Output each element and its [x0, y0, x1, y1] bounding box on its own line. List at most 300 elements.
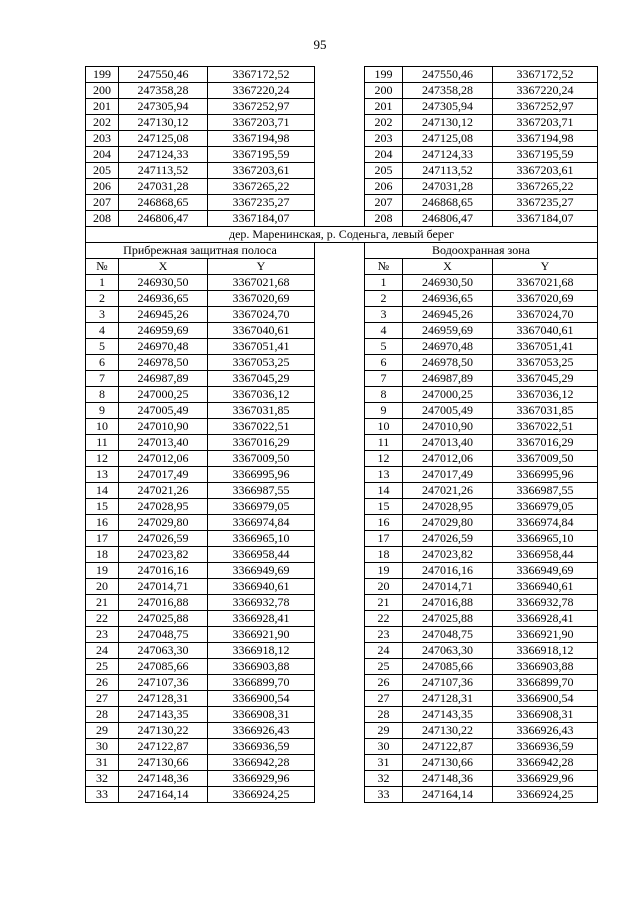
point-number: 201	[86, 99, 119, 115]
point-number: 25	[365, 659, 403, 675]
y-coordinate: 3367022,51	[208, 419, 315, 435]
y-coordinate: 3366974,84	[208, 515, 315, 531]
table-row	[86, 675, 598, 691]
y-coordinate: 3367252,97	[493, 99, 598, 115]
table-row	[86, 643, 598, 659]
point-number: 208	[365, 211, 403, 227]
y-coordinate: 3367252,97	[208, 99, 315, 115]
table-row	[86, 467, 598, 483]
point-number: 204	[365, 147, 403, 163]
y-coordinate: 3367031,85	[493, 403, 598, 419]
point-number: 30	[86, 739, 119, 755]
x-coordinate: 246978,50	[119, 355, 208, 371]
x-coordinate: 247085,66	[403, 659, 493, 675]
y-coordinate: 3367024,70	[208, 307, 315, 323]
y-coordinate: 3366908,31	[493, 707, 598, 723]
y-coordinate: 3366928,41	[208, 611, 315, 627]
x-coordinate: 247130,12	[403, 115, 493, 131]
point-number: 15	[365, 499, 403, 515]
point-number: 22	[86, 611, 119, 627]
point-number: 10	[365, 419, 403, 435]
column-gap	[315, 67, 365, 83]
column-gap	[315, 755, 365, 771]
y-coordinate: 3367194,98	[208, 131, 315, 147]
x-coordinate: 247130,22	[403, 723, 493, 739]
x-coordinate: 247016,88	[119, 595, 208, 611]
point-number: 29	[86, 723, 119, 739]
column-gap	[315, 483, 365, 499]
table-row	[86, 707, 598, 723]
x-coordinate: 246936,65	[403, 291, 493, 307]
table-row	[86, 595, 598, 611]
y-coordinate: 3367040,61	[493, 323, 598, 339]
x-coordinate: 247125,08	[403, 131, 493, 147]
table-row	[86, 739, 598, 755]
y-coordinate: 3367184,07	[208, 211, 315, 227]
y-coordinate: 3366918,12	[208, 643, 315, 659]
point-number: 19	[365, 563, 403, 579]
point-number: 8	[86, 387, 119, 403]
point-number: 3	[365, 307, 403, 323]
point-number: 30	[365, 739, 403, 755]
point-number: 6	[365, 355, 403, 371]
y-coordinate: 3367265,22	[208, 179, 315, 195]
x-coordinate: 247031,28	[403, 179, 493, 195]
y-coordinate: 3366949,69	[493, 563, 598, 579]
column-gap	[315, 467, 365, 483]
point-number: 33	[365, 787, 403, 803]
x-coordinate: 246930,50	[119, 275, 208, 291]
x-coordinate: 247012,06	[403, 451, 493, 467]
y-coordinate: 3367195,59	[493, 147, 598, 163]
y-coordinate: 3366924,25	[208, 787, 315, 803]
column-gap	[315, 259, 365, 275]
table-row	[86, 723, 598, 739]
table-row	[86, 451, 598, 467]
point-number: 11	[86, 435, 119, 451]
table-row	[86, 499, 598, 515]
x-coordinate: 247063,30	[119, 643, 208, 659]
x-coordinate: 246970,48	[119, 339, 208, 355]
point-number: 9	[365, 403, 403, 419]
x-coordinate: 247010,90	[119, 419, 208, 435]
x-coordinate: 247128,31	[119, 691, 208, 707]
x-coordinate: 247148,36	[403, 771, 493, 787]
y-coordinate: 3366987,55	[493, 483, 598, 499]
column-gap	[315, 771, 365, 787]
y-coordinate: 3367195,59	[208, 147, 315, 163]
x-coordinate: 246868,65	[119, 195, 208, 211]
x-coordinate: 247143,35	[403, 707, 493, 723]
header-row	[86, 259, 598, 275]
point-number: 16	[365, 515, 403, 531]
x-coordinate: 247023,82	[119, 547, 208, 563]
table-row	[86, 387, 598, 403]
x-coordinate: 247125,08	[119, 131, 208, 147]
column-gap	[315, 531, 365, 547]
top-rows	[86, 67, 598, 227]
table-row	[86, 403, 598, 419]
x-coordinate: 247143,35	[119, 707, 208, 723]
y-coordinate: 3366965,10	[208, 531, 315, 547]
x-coordinate: 247026,59	[403, 531, 493, 547]
x-coordinate: 246987,89	[119, 371, 208, 387]
column-gap	[315, 499, 365, 515]
y-coordinate: 3367053,25	[208, 355, 315, 371]
table-row	[86, 787, 598, 803]
x-coordinate: 247550,46	[403, 67, 493, 83]
point-number: 32	[365, 771, 403, 787]
point-number: 2	[365, 291, 403, 307]
table-row	[86, 419, 598, 435]
point-number: 33	[86, 787, 119, 803]
y-coordinate: 3367265,22	[493, 179, 598, 195]
point-number: 7	[86, 371, 119, 387]
point-number: 27	[365, 691, 403, 707]
point-number: 201	[365, 99, 403, 115]
y-coordinate: 3366929,96	[493, 771, 598, 787]
point-number: 11	[365, 435, 403, 451]
point-number: 24	[365, 643, 403, 659]
y-coordinate: 3366940,61	[493, 579, 598, 595]
point-number: 207	[86, 195, 119, 211]
column-gap	[315, 675, 365, 691]
x-coordinate: 247085,66	[119, 659, 208, 675]
y-coordinate: 3366903,88	[493, 659, 598, 675]
x-coordinate: 247028,95	[403, 499, 493, 515]
y-coordinate: 3367020,69	[493, 291, 598, 307]
point-number: 14	[365, 483, 403, 499]
point-number: 21	[365, 595, 403, 611]
x-coordinate: 246970,48	[403, 339, 493, 355]
x-coordinate: 247029,80	[119, 515, 208, 531]
y-coordinate: 3367045,29	[208, 371, 315, 387]
table-row	[86, 611, 598, 627]
point-number: 203	[365, 131, 403, 147]
x-coordinate: 247128,31	[403, 691, 493, 707]
x-coordinate: 247000,25	[119, 387, 208, 403]
x-coordinate: 246959,69	[119, 323, 208, 339]
point-number: 200	[86, 83, 119, 99]
x-coordinate: 246868,65	[403, 195, 493, 211]
column-gap	[315, 179, 365, 195]
table-row	[86, 67, 598, 83]
y-coordinate: 3366899,70	[208, 675, 315, 691]
table-row	[86, 355, 598, 371]
point-number: 16	[86, 515, 119, 531]
table-row	[86, 483, 598, 499]
point-number: 1	[86, 275, 119, 291]
table-row	[86, 131, 598, 147]
column-gap	[315, 83, 365, 99]
y-coordinate: 3367203,61	[208, 163, 315, 179]
point-number: 23	[365, 627, 403, 643]
column-gap	[315, 323, 365, 339]
table-row	[86, 307, 598, 323]
table-row	[86, 579, 598, 595]
y-coordinate: 3366979,05	[208, 499, 315, 515]
y-coordinate: 3366926,43	[493, 723, 598, 739]
column-gap	[315, 355, 365, 371]
column-gap	[315, 691, 365, 707]
column-gap	[315, 147, 365, 163]
x-coordinate: 247048,75	[403, 627, 493, 643]
table-row	[86, 771, 598, 787]
table-row	[86, 515, 598, 531]
point-number: 4	[86, 323, 119, 339]
point-number: 31	[86, 755, 119, 771]
x-coordinate: 247107,36	[119, 675, 208, 691]
point-number: 22	[365, 611, 403, 627]
x-coordinate: 247026,59	[119, 531, 208, 547]
point-number: 202	[86, 115, 119, 131]
x-coordinate: 247305,94	[403, 99, 493, 115]
x-coordinate: 246945,26	[403, 307, 493, 323]
table-row	[86, 275, 598, 291]
table-row	[86, 339, 598, 355]
coordinates-table	[85, 66, 598, 803]
x-coordinate: 246945,26	[119, 307, 208, 323]
header-x: X	[119, 259, 208, 275]
x-coordinate: 247012,06	[119, 451, 208, 467]
point-number: 5	[365, 339, 403, 355]
y-coordinate: 3366958,44	[493, 547, 598, 563]
x-coordinate: 247124,33	[119, 147, 208, 163]
table-row	[86, 147, 598, 163]
table-row	[86, 435, 598, 451]
x-coordinate: 247005,49	[403, 403, 493, 419]
point-number: 10	[86, 419, 119, 435]
column-gap	[315, 627, 365, 643]
y-coordinate: 3366900,54	[493, 691, 598, 707]
point-number: 202	[365, 115, 403, 131]
point-number: 207	[365, 195, 403, 211]
x-coordinate: 246936,65	[119, 291, 208, 307]
header-x: X	[403, 259, 493, 275]
y-coordinate: 3367051,41	[493, 339, 598, 355]
x-coordinate: 247016,16	[119, 563, 208, 579]
point-number: 19	[86, 563, 119, 579]
point-number: 199	[86, 67, 119, 83]
y-coordinate: 3367203,71	[493, 115, 598, 131]
point-number: 206	[86, 179, 119, 195]
column-gap	[315, 99, 365, 115]
y-coordinate: 3367051,41	[208, 339, 315, 355]
y-coordinate: 3366965,10	[493, 531, 598, 547]
x-coordinate: 247021,26	[403, 483, 493, 499]
table-row	[86, 211, 598, 227]
column-gap	[315, 339, 365, 355]
y-coordinate: 3367021,68	[208, 275, 315, 291]
table-row	[86, 163, 598, 179]
column-gap	[315, 723, 365, 739]
y-coordinate: 3367022,51	[493, 419, 598, 435]
x-coordinate: 247017,49	[403, 467, 493, 483]
x-coordinate: 246959,69	[403, 323, 493, 339]
x-coordinate: 246978,50	[403, 355, 493, 371]
column-gap	[315, 595, 365, 611]
column-gap	[315, 243, 365, 259]
y-coordinate: 3367031,85	[208, 403, 315, 419]
left-caption: Прибрежная защитная полоса	[86, 243, 315, 259]
point-number: 205	[86, 163, 119, 179]
x-coordinate: 247017,49	[119, 467, 208, 483]
table-row	[86, 371, 598, 387]
x-coordinate: 246930,50	[403, 275, 493, 291]
point-number: 6	[86, 355, 119, 371]
y-coordinate: 3366921,90	[493, 627, 598, 643]
point-number: 21	[86, 595, 119, 611]
y-coordinate: 3367036,12	[493, 387, 598, 403]
point-number: 12	[365, 451, 403, 467]
x-coordinate: 247358,28	[403, 83, 493, 99]
point-number: 1	[365, 275, 403, 291]
point-number: 20	[365, 579, 403, 595]
table-row	[86, 83, 598, 99]
y-coordinate: 3367036,12	[208, 387, 315, 403]
point-number: 27	[86, 691, 119, 707]
page-number: 95	[313, 37, 327, 52]
x-coordinate: 247113,52	[119, 163, 208, 179]
y-coordinate: 3366921,90	[208, 627, 315, 643]
x-coordinate: 247016,16	[403, 563, 493, 579]
y-coordinate: 3366949,69	[208, 563, 315, 579]
x-coordinate: 247016,88	[403, 595, 493, 611]
table-row	[86, 547, 598, 563]
x-coordinate: 247130,66	[403, 755, 493, 771]
y-coordinate: 3366928,41	[493, 611, 598, 627]
x-coordinate: 247013,40	[403, 435, 493, 451]
point-number: 15	[86, 499, 119, 515]
column-gap	[315, 307, 365, 323]
x-coordinate: 247148,36	[119, 771, 208, 787]
caption-row	[86, 243, 598, 259]
x-coordinate: 247164,14	[403, 787, 493, 803]
table-row	[86, 195, 598, 211]
point-number: 5	[86, 339, 119, 355]
column-gap	[315, 211, 365, 227]
point-number: 25	[86, 659, 119, 675]
column-gap	[315, 291, 365, 307]
point-number: 9	[86, 403, 119, 419]
y-coordinate: 3367016,29	[208, 435, 315, 451]
y-coordinate: 3367020,69	[208, 291, 315, 307]
point-number: 204	[86, 147, 119, 163]
y-coordinate: 3366899,70	[493, 675, 598, 691]
section-title: дер. Маренинская, р. Соденьга, левый берег	[86, 227, 598, 243]
point-number: 8	[365, 387, 403, 403]
point-number: 208	[86, 211, 119, 227]
y-coordinate: 3366940,61	[208, 579, 315, 595]
column-gap	[315, 163, 365, 179]
point-number: 32	[86, 771, 119, 787]
y-coordinate: 3366908,31	[208, 707, 315, 723]
point-number: 200	[365, 83, 403, 99]
column-gap	[315, 643, 365, 659]
x-coordinate: 247358,28	[119, 83, 208, 99]
x-coordinate: 247130,22	[119, 723, 208, 739]
x-coordinate: 247113,52	[403, 163, 493, 179]
y-coordinate: 3366995,96	[493, 467, 598, 483]
y-coordinate: 3367184,07	[493, 211, 598, 227]
x-coordinate: 247023,82	[403, 547, 493, 563]
point-number: 4	[365, 323, 403, 339]
x-coordinate: 247124,33	[403, 147, 493, 163]
y-coordinate: 3366987,55	[208, 483, 315, 499]
table-row	[86, 291, 598, 307]
point-number: 26	[365, 675, 403, 691]
y-coordinate: 3367220,24	[208, 83, 315, 99]
table-row	[86, 179, 598, 195]
y-coordinate: 3367235,27	[208, 195, 315, 211]
x-coordinate: 246987,89	[403, 371, 493, 387]
x-coordinate: 247305,94	[119, 99, 208, 115]
x-coordinate: 247130,66	[119, 755, 208, 771]
column-gap	[315, 387, 365, 403]
column-gap	[315, 739, 365, 755]
x-coordinate: 247550,46	[119, 67, 208, 83]
column-gap	[315, 451, 365, 467]
table-row	[86, 115, 598, 131]
x-coordinate: 247025,88	[403, 611, 493, 627]
section-title-row	[86, 227, 598, 243]
point-number: 29	[365, 723, 403, 739]
y-coordinate: 3367203,71	[208, 115, 315, 131]
column-gap	[315, 787, 365, 803]
x-coordinate: 247130,12	[119, 115, 208, 131]
column-gap	[315, 611, 365, 627]
y-coordinate: 3366936,59	[208, 739, 315, 755]
column-gap	[315, 275, 365, 291]
x-coordinate: 247122,87	[119, 739, 208, 755]
point-number: 13	[86, 467, 119, 483]
y-coordinate: 3366900,54	[208, 691, 315, 707]
header-number: №	[365, 259, 403, 275]
table-row	[86, 531, 598, 547]
y-coordinate: 3366903,88	[208, 659, 315, 675]
y-coordinate: 3366995,96	[208, 467, 315, 483]
y-coordinate: 3367220,24	[493, 83, 598, 99]
point-number: 2	[86, 291, 119, 307]
y-coordinate: 3367040,61	[208, 323, 315, 339]
column-gap	[315, 707, 365, 723]
column-gap	[315, 131, 365, 147]
y-coordinate: 3366958,44	[208, 547, 315, 563]
y-coordinate: 3367009,50	[493, 451, 598, 467]
table-row	[86, 627, 598, 643]
x-coordinate: 247014,71	[119, 579, 208, 595]
y-coordinate: 3367053,25	[493, 355, 598, 371]
y-coordinate: 3367009,50	[208, 451, 315, 467]
x-coordinate: 247021,26	[119, 483, 208, 499]
column-gap	[315, 115, 365, 131]
right-caption: Водоохранная зона	[365, 243, 598, 259]
point-number: 24	[86, 643, 119, 659]
point-number: 18	[365, 547, 403, 563]
column-gap	[315, 403, 365, 419]
y-coordinate: 3366918,12	[493, 643, 598, 659]
column-gap	[315, 435, 365, 451]
x-coordinate: 247031,28	[119, 179, 208, 195]
y-coordinate: 3366979,05	[493, 499, 598, 515]
point-number: 199	[365, 67, 403, 83]
column-gap	[315, 371, 365, 387]
column-gap	[315, 515, 365, 531]
x-coordinate: 247048,75	[119, 627, 208, 643]
y-coordinate: 3367021,68	[493, 275, 598, 291]
x-coordinate: 247164,14	[119, 787, 208, 803]
point-number: 14	[86, 483, 119, 499]
